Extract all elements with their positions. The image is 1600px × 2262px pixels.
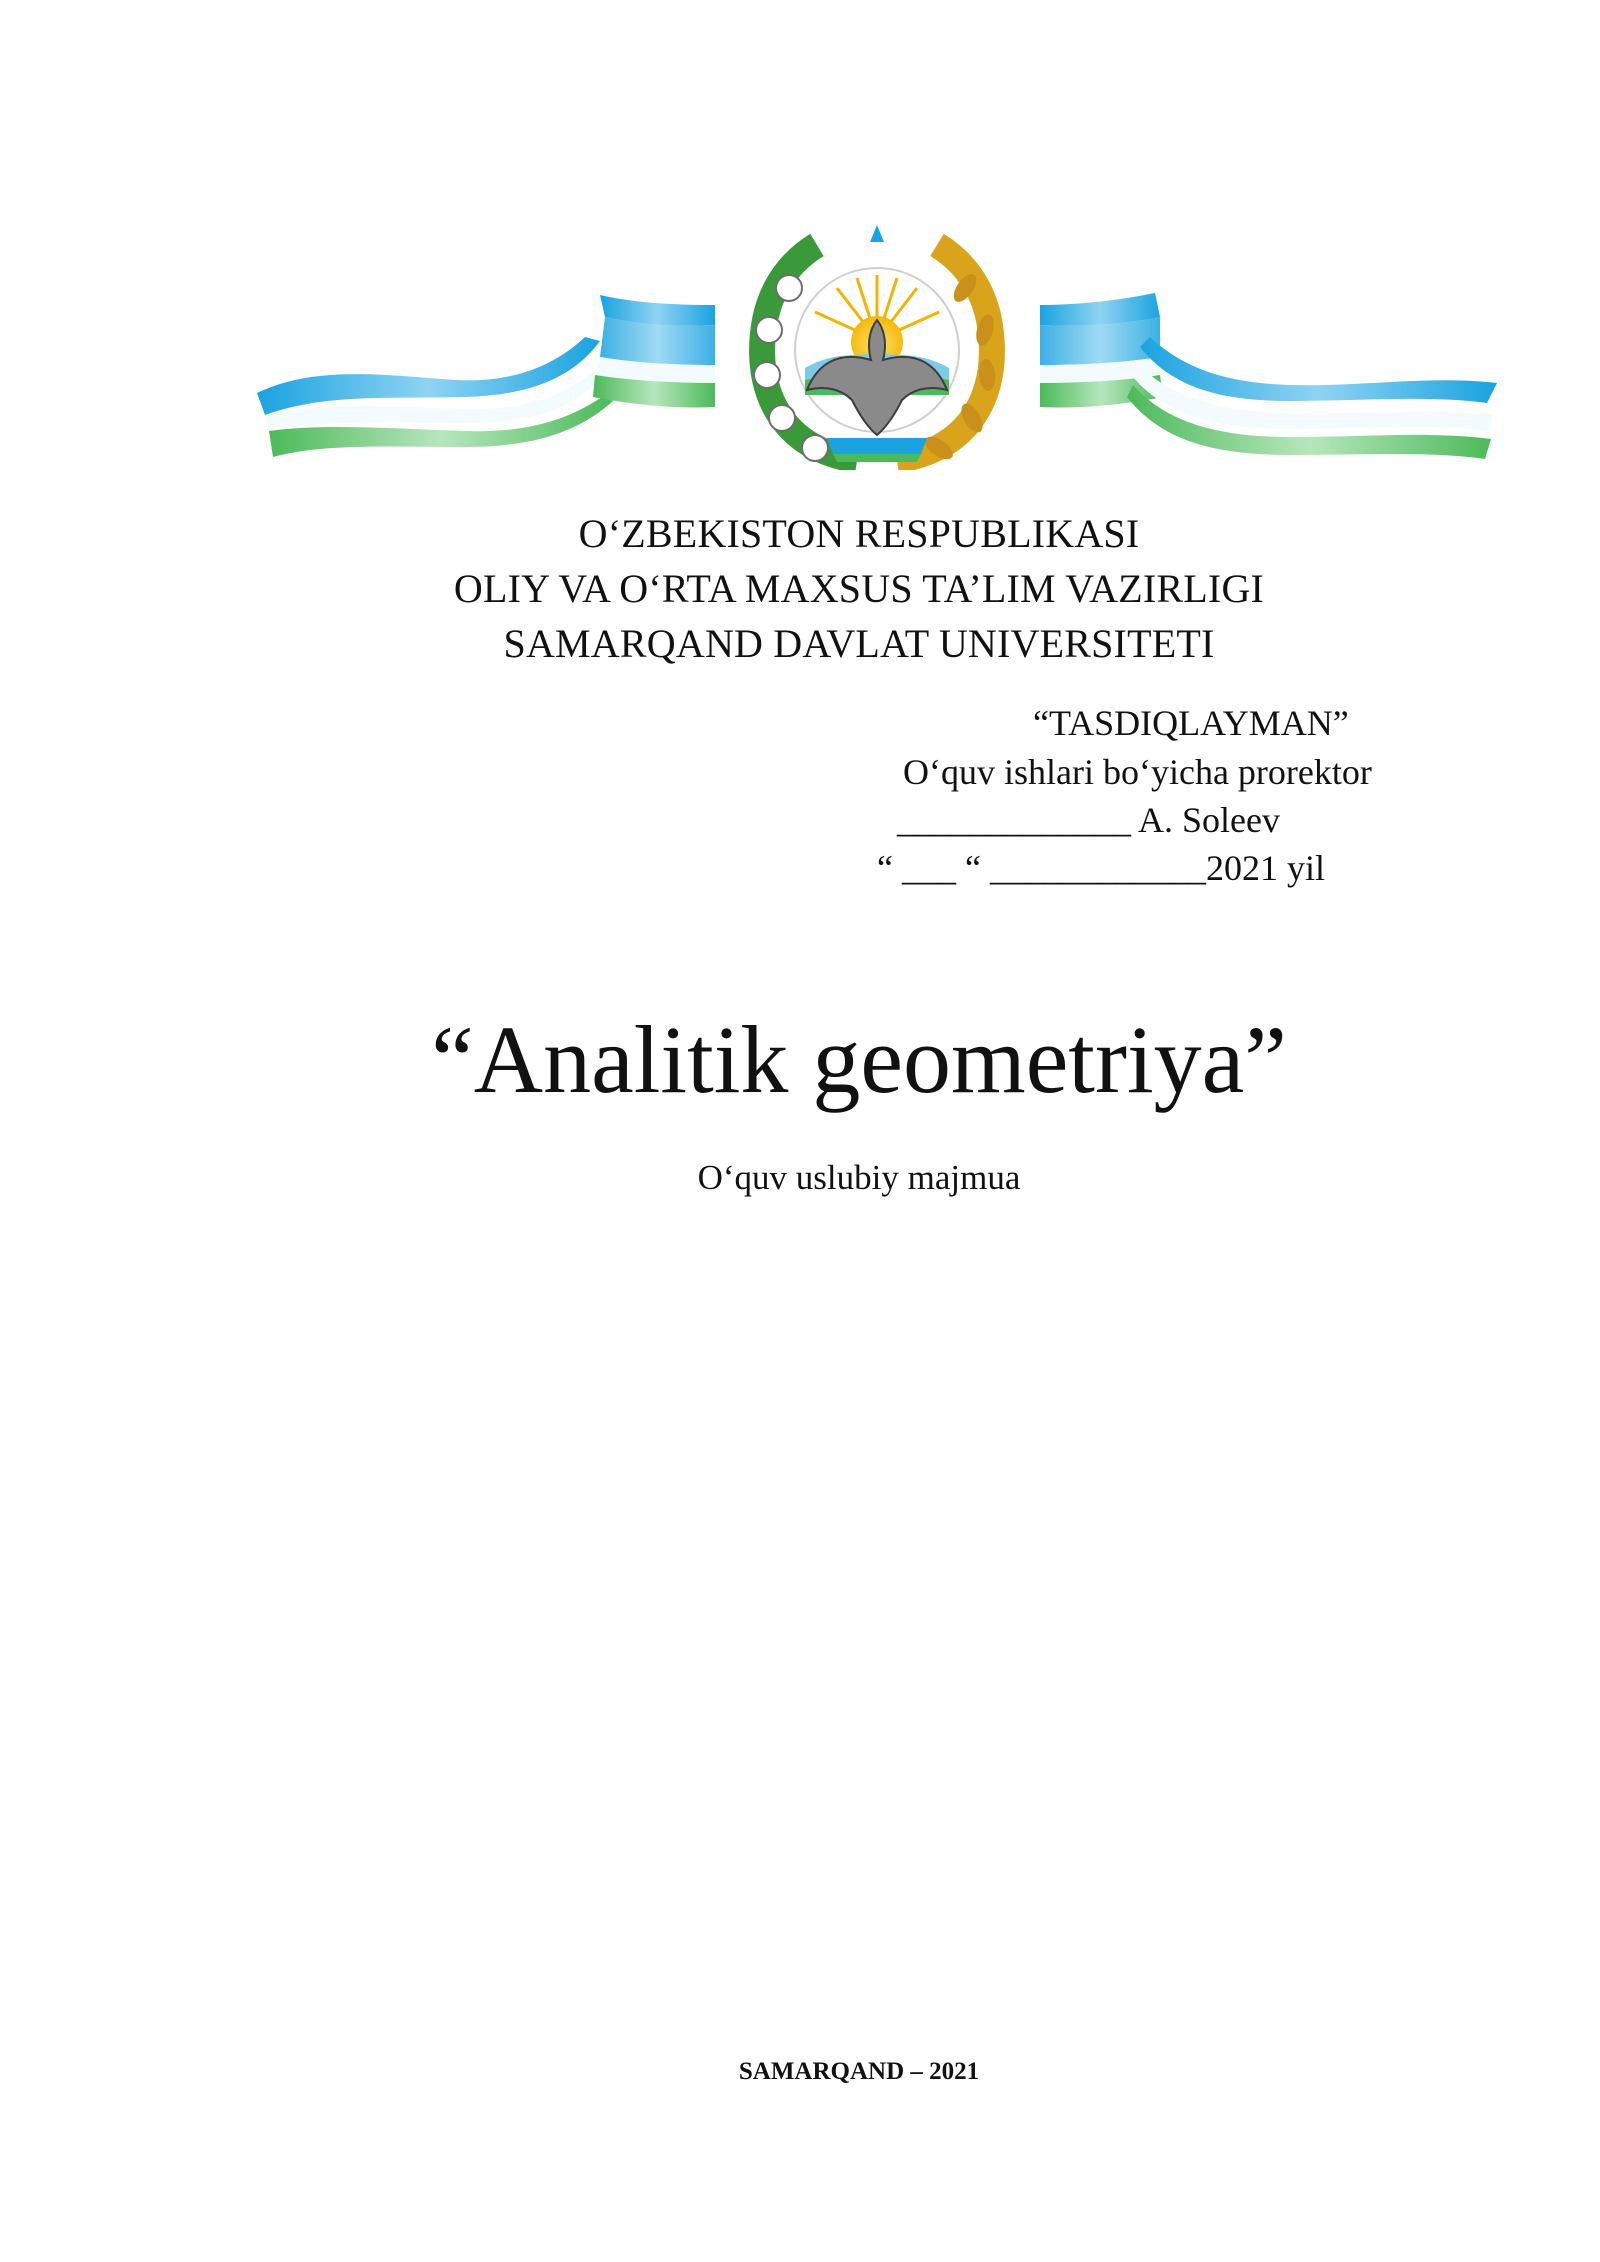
right-ribbon (1040, 293, 1497, 459)
approval-date-line: “ ___ “ ____________2021 yil (877, 848, 1325, 888)
ministry-line: OLIY VA O‘RTA MAXSUS TA’LIM VAZIRLIGI (453, 566, 1265, 611)
state-emblem-icon (255, 225, 1500, 470)
emblem-banner (255, 225, 1500, 470)
approval-signature-line: _____________ A. Soleev (897, 800, 1280, 840)
document-title: “Analitik geometriya” (431, 1006, 1287, 1113)
header-block (0, 506, 1600, 671)
document-subtitle: O‘quv uslubiy majmua (697, 1158, 1021, 1197)
country-line: O‘ZBEKISTON RESPUBLIKASI (578, 511, 1140, 556)
approval-title: “TASDIQLAYMAN” (1033, 703, 1349, 743)
emblem-center (754, 225, 997, 468)
approval-position: O‘quv ishlari bo‘yicha prorektor (903, 752, 1372, 792)
left-ribbon (257, 295, 715, 457)
place-year: SAMARQAND – 2021 (738, 2058, 980, 2085)
university-line: SAMARQAND DAVLAT UNIVERSITETI (503, 621, 1215, 666)
